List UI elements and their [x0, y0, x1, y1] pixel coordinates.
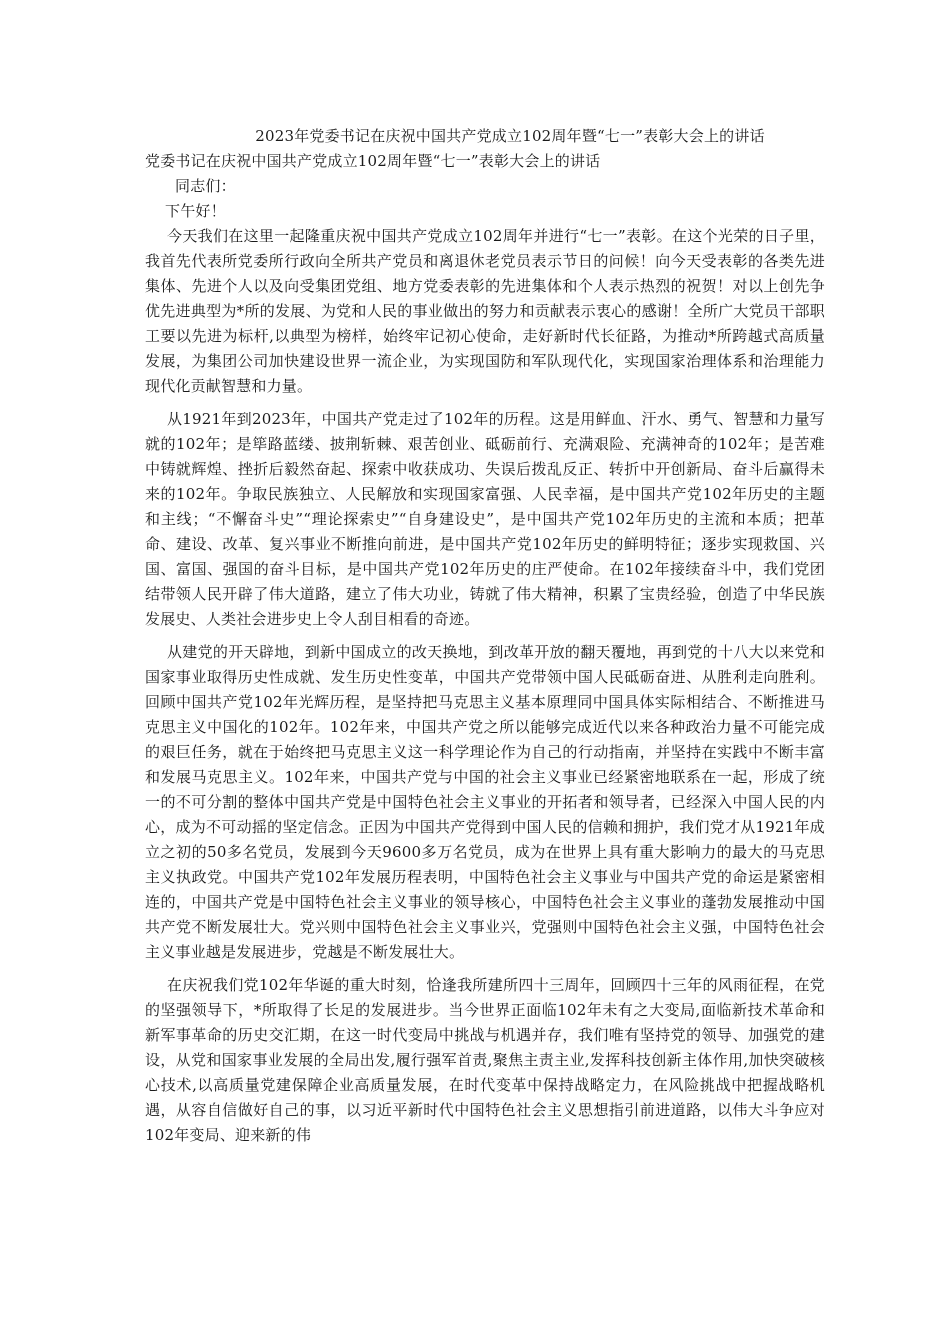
greeting: 下午好！: [165, 202, 226, 220]
paragraph-3: 从建党的开天辟地，到新中国成立的改天换地，到改革开放的翻天覆地，再到党的十八大以来党和国家事业取得历史性成就、发生历史性变革，中国共产党带领中国人民砥砺奋进、从胜利走向胜利。回顾中国共产党102年光辉历程，是坚持把马克思主义基本原理同中国具体实际相结合、不断推进马克思主义中国化的102年。102年来，中国共产党之所以能够完成近代以来各种政治力量不可能完成的艰巨任务，就在于始终把马克思主义这一科学理论作为自己的行动指南，并坚持在实践中不断丰富和发展马克思主义。102年来，中国共产党与中国的社会主义事业已经紧密地联系在一起，形成了统一的不可分割的整体中国共产党是中国特色社会主义事业的开拓者和领导者，已经深入中国人民的内心，成为不可动摇的坚定信念。正因为中国共产党得到中国人民的信赖和拥护，我们党才从1921年成立之初的50多名党员，发展到今天9600多万名党员，成为在世界上具有重大影响力的最大的马克思主义执政党。中国共产党102年发展历程表明，中国特色社会主义事业与中国共产党的命运是紧密相连的，中国共产党是中国特色社会主义事业的领导核心，中国特色社会主义事业的蓬勃发展推动中国共产党不断发展壮大。党兴则中国特色社会主义事业兴，党强则中国特色社会主义强，中国特色社会主义事业越是发展进步，党越是不断发展壮大。: [145, 643, 825, 961]
document-title: 2023年党委书记在庆祝中国共产党成立102周年暨“七一”表彰大会上的讲话: [255, 127, 765, 145]
document-subtitle: 党委书记在庆祝中国共产党成立102周年暨“七一”表彰大会上的讲话: [145, 152, 601, 170]
document-page: [145, 124, 825, 1156]
paragraph-1: 今天我们在这里一起隆重庆祝中国共产党成立102周年并进行“七一”表彰。在这个光荣的日子里，我首先代表所党委所行政向全所共产党员和离退休老党员表示节日的问候！向今天受表彰的各类先进集体、先进个人以及向受集团党组、地方党委表彰的先进集体和个人表示热烈的祝贺！对以上创先争优先进典型为*所的发展、为党和人民的事业做出的努力和贡献表示衷心的感谢！全所广大党员干部职工要以先进为标杆,以典型为榜样，始终牢记初心使命，走好新时代长征路，为推动*所跨越式高质量发展，为集团公司加快建设世界一流企业，为实现国防和军队现代化，实现国家治理体系和治理能力现代化贡献智慧和力量。: [145, 227, 825, 395]
paragraph-4: 在庆祝我们党102年华诞的重大时刻，恰逢我所建所四十三周年，回顾四十三年的风雨征程，在党的坚强领导下，*所取得了长足的发展进步。当今世界正面临102年未有之大变局,面临新技术革命和新军事革命的历史交汇期，在这一时代变局中挑战与机遇并存，我们唯有坚持党的领导、加强党的建设，从党和国家事业发展的全局出发,履行强军首责,聚焦主责主业,发挥科技创新主体作用,加快突破核心技术,以高质量党建保障企业高质量发展，在时代变革中保持战略定力，在风险挑战中把握战略机遇，从容自信做好自己的事，以习近平新时代中国特色社会主义思想指引前进道路，以伟大斗争应对102年变局、迎来新的伟: [145, 976, 825, 1144]
salutation: 同志们：: [175, 177, 236, 195]
paragraph-2: 从1921年到2023年，中国共产党走过了102年的历程。这是用鲜血、汗水、勇气、智慧和力量写就的102年；是筚路蓝缕、披荆斩棘、艰苦创业、砥砺前行、充满艰险、充满神奇的102年；是苦难中铸就辉煌、挫折后毅然奋起、探索中收获成功、失误后拨乱反正、转折中开创新局、奋斗后赢得未来的102年。争取民族独立、人民解放和实现国家富强、人民幸福，是中国共产党102年历史的主题和主线；“不懈奋斗史”“理论探索史”“自身建设史”，是中国共产党102年历史的主流和本质；把革命、建设、改革、复兴事业不断推向前进，是中国共产党102年历史的鲜明特征；逐步实现救国、兴国、富国、强国的奋斗目标，是中国共产党102年历史的庄严使命。在102年接续奋斗中，我们党团结带领人民开辟了伟大道路，建立了伟大功业，铸就了伟大精神，积累了宝贵经验，创造了中华民族发展史、人类社会进步史上令人刮目相看的奇迹。: [145, 410, 825, 628]
